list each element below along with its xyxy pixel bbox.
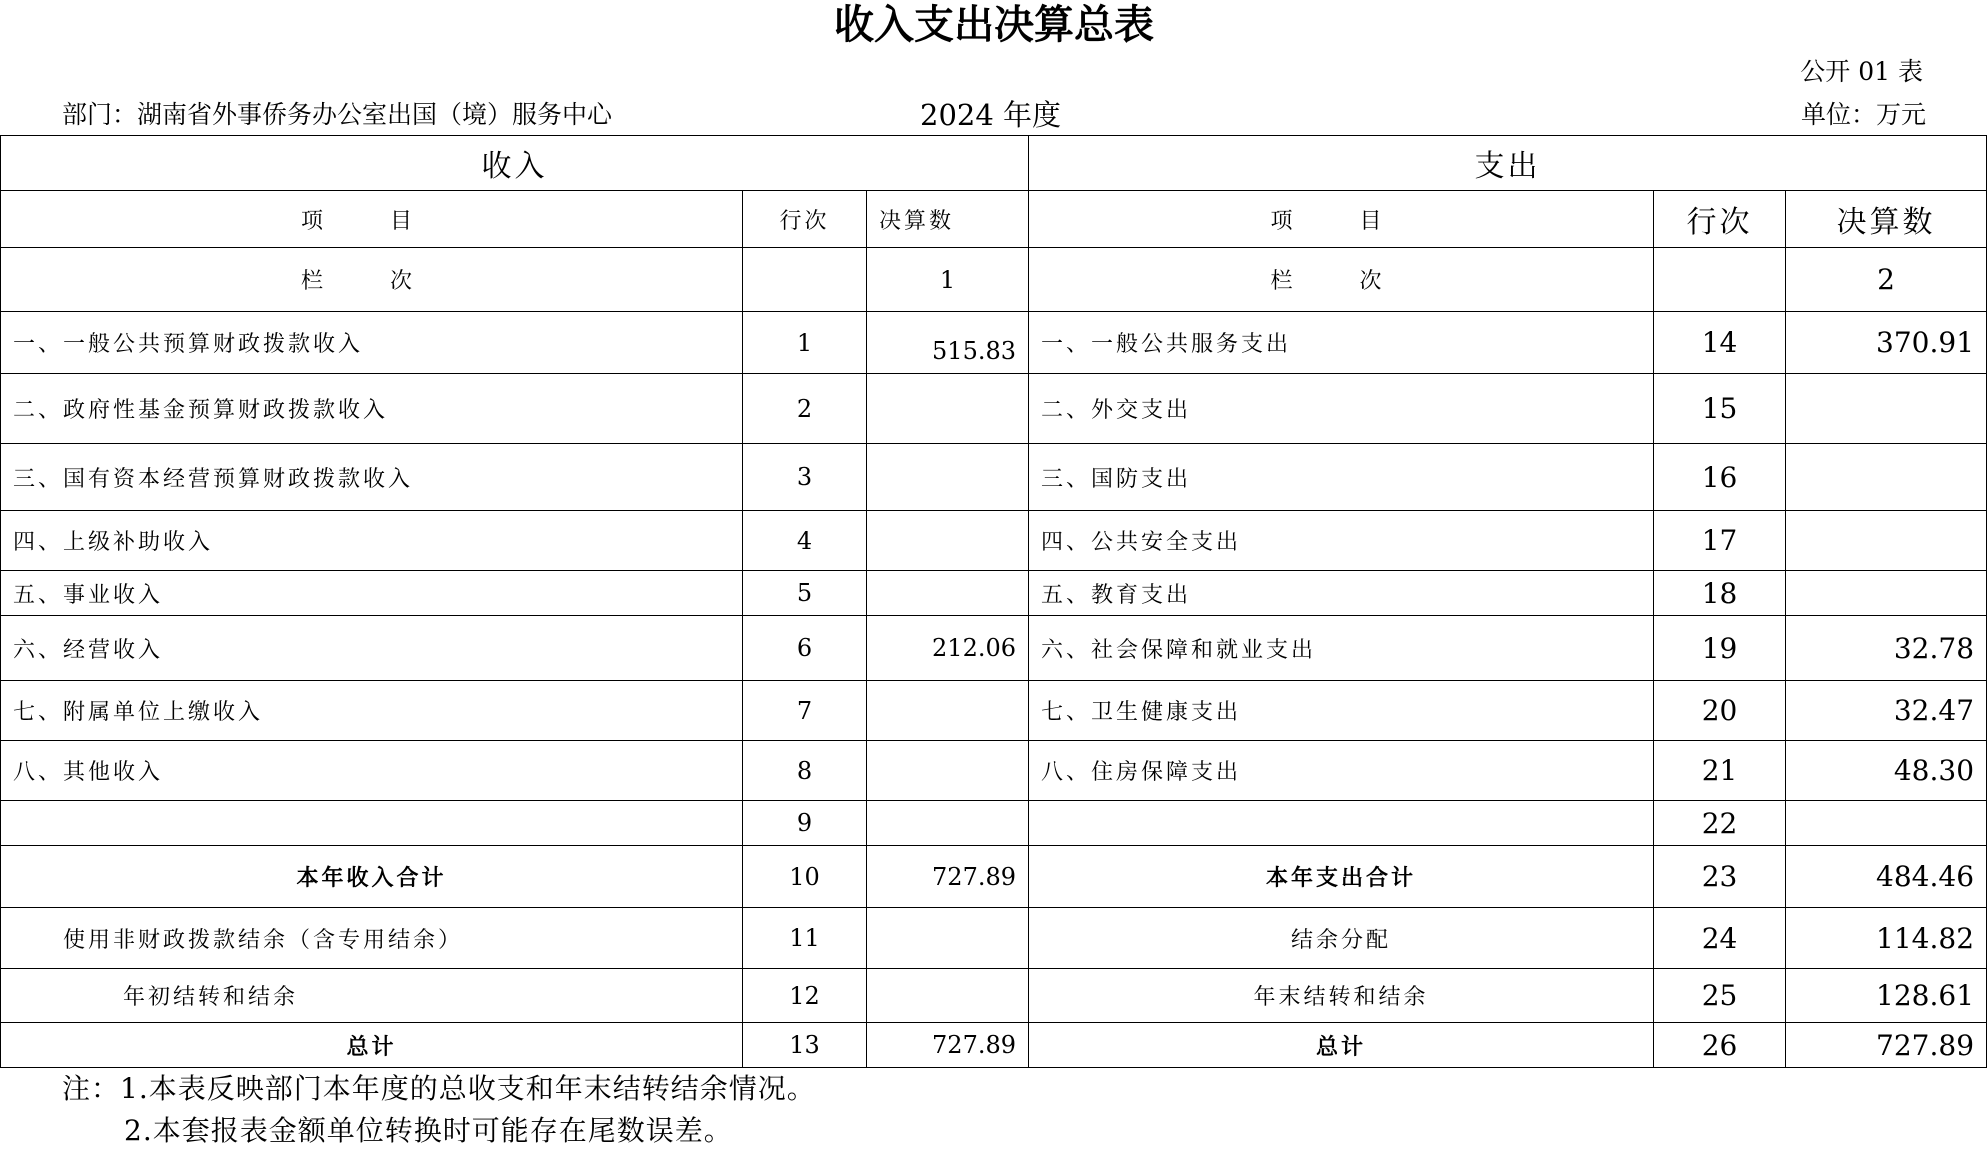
expense-item: 年末结转和结余 xyxy=(1029,969,1654,1023)
income-item: 六、经营收入 xyxy=(1,616,743,681)
expense-subtotal-amount: 484.46 xyxy=(1786,846,1987,908)
expense-row-no: 20 xyxy=(1654,681,1786,741)
expense-item: 二、外交支出 xyxy=(1029,374,1654,444)
expense-item: 七、卫生健康支出 xyxy=(1029,681,1654,741)
expense-item: 三、国防支出 xyxy=(1029,444,1654,511)
income-row-no: 13 xyxy=(743,1023,867,1068)
income-amount-header: 决算数 xyxy=(867,191,1029,248)
expense-total-amount: 727.89 xyxy=(1786,1023,1987,1068)
income-amount: 515.83 xyxy=(867,312,1029,374)
expense-item: 五、教育支出 xyxy=(1029,571,1654,616)
footnotes xyxy=(62,1068,816,1152)
income-row-no: 3 xyxy=(743,444,867,511)
expense-amount xyxy=(1786,571,1987,616)
income-amount xyxy=(867,801,1029,846)
expense-item: 四、公共安全支出 xyxy=(1029,511,1654,571)
expense-row-no: 15 xyxy=(1654,374,1786,444)
expense-section-header: 支出 xyxy=(1029,136,1987,191)
income-row-no: 1 xyxy=(743,312,867,374)
footnote-1: 注：1.本表反映部门本年度的总收支和年末结转结余情况。 xyxy=(62,1072,816,1105)
expense-row-no: 18 xyxy=(1654,571,1786,616)
income-amount xyxy=(867,374,1029,444)
income-item-header: 项 目 xyxy=(1,191,743,248)
income-amount: 212.06 xyxy=(867,616,1029,681)
expense-amount: 370.91 xyxy=(1786,312,1987,374)
expense-amount: 114.82 xyxy=(1786,908,1987,969)
income-section-header: 收入 xyxy=(1,136,1029,191)
income-column-label: 栏 次 xyxy=(1,248,743,312)
income-item: 三、国有资本经营预算财政拨款收入 xyxy=(1,444,743,511)
expense-column-number: 2 xyxy=(1786,248,1987,312)
expense-row-no-header: 行次 xyxy=(1654,191,1786,248)
income-total-label: 总计 xyxy=(1,1023,743,1068)
expense-row-no: 23 xyxy=(1654,846,1786,908)
income-amount xyxy=(867,741,1029,801)
income-item xyxy=(1,801,743,846)
expense-item: 八、住房保障支出 xyxy=(1029,741,1654,801)
income-row-no: 6 xyxy=(743,616,867,681)
expense-amount-header: 决算数 xyxy=(1786,191,1987,248)
expense-item xyxy=(1029,801,1654,846)
page-title: 收入支出决算总表 xyxy=(834,2,1154,48)
income-item: 五、事业收入 xyxy=(1,571,743,616)
income-column-number: 1 xyxy=(867,248,1029,312)
expense-amount: 128.61 xyxy=(1786,969,1987,1023)
department-label: 部门：湖南省外事侨务办公室出国（境）服务中心 xyxy=(62,100,613,129)
expense-amount: 32.78 xyxy=(1786,616,1987,681)
income-row-no-header: 行次 xyxy=(743,191,867,248)
income-amount xyxy=(867,511,1029,571)
expense-total-label: 总计 xyxy=(1029,1023,1654,1068)
form-number: 公开 01 表 xyxy=(1800,57,1923,86)
unit-label: 单位：万元 xyxy=(1800,100,1926,129)
expense-row-no: 25 xyxy=(1654,969,1786,1023)
income-amount xyxy=(867,681,1029,741)
expense-item: 结余分配 xyxy=(1029,908,1654,969)
expense-amount: 32.47 xyxy=(1786,681,1987,741)
income-item: 一、一般公共预算财政拨款收入 xyxy=(1,312,743,374)
income-expense-table xyxy=(0,135,1987,1068)
expense-column-label: 栏 次 xyxy=(1029,248,1654,312)
expense-row-no: 16 xyxy=(1654,444,1786,511)
income-row-no: 8 xyxy=(743,741,867,801)
expense-row-no: 24 xyxy=(1654,908,1786,969)
expense-row-no: 14 xyxy=(1654,312,1786,374)
income-item: 七、附属单位上缴收入 xyxy=(1,681,743,741)
income-row-no: 2 xyxy=(743,374,867,444)
expense-amount: 48.30 xyxy=(1786,741,1987,801)
expense-row-no: 26 xyxy=(1654,1023,1786,1068)
income-row-no: 12 xyxy=(743,969,867,1023)
income-amount xyxy=(867,444,1029,511)
income-row-no: 7 xyxy=(743,681,867,741)
income-row-no: 11 xyxy=(743,908,867,969)
income-item: 二、政府性基金预算财政拨款收入 xyxy=(1,374,743,444)
income-item: 年初结转和结余 xyxy=(1,969,743,1023)
expense-row-no: 17 xyxy=(1654,511,1786,571)
fiscal-year: 2024 年度 xyxy=(920,98,1062,132)
income-item: 使用非财政拨款结余（含专用结余） xyxy=(1,908,743,969)
income-amount xyxy=(867,969,1029,1023)
income-amount xyxy=(867,908,1029,969)
income-subtotal-amount: 727.89 xyxy=(867,846,1029,908)
income-row-no: 4 xyxy=(743,511,867,571)
expense-subtotal-label: 本年支出合计 xyxy=(1029,846,1654,908)
income-row-no: 9 xyxy=(743,801,867,846)
expense-row-no: 19 xyxy=(1654,616,1786,681)
income-item: 八、其他收入 xyxy=(1,741,743,801)
expense-amount xyxy=(1786,801,1987,846)
expense-item-header: 项 目 xyxy=(1029,191,1654,248)
income-item: 四、上级补助收入 xyxy=(1,511,743,571)
expense-amount xyxy=(1786,374,1987,444)
expense-item: 一、一般公共服务支出 xyxy=(1029,312,1654,374)
expense-amount xyxy=(1786,444,1987,511)
expense-amount xyxy=(1786,511,1987,571)
income-row-no: 5 xyxy=(743,571,867,616)
expense-item: 六、社会保障和就业支出 xyxy=(1029,616,1654,681)
expense-row-no: 22 xyxy=(1654,801,1786,846)
income-amount xyxy=(867,571,1029,616)
income-subtotal-label: 本年收入合计 xyxy=(1,846,743,908)
income-total-amount: 727.89 xyxy=(867,1023,1029,1068)
footnote-2: 2.本套报表金额单位转换时可能存在尾数误差。 xyxy=(124,1114,733,1147)
expense-row-no: 21 xyxy=(1654,741,1786,801)
income-row-no: 10 xyxy=(743,846,867,908)
